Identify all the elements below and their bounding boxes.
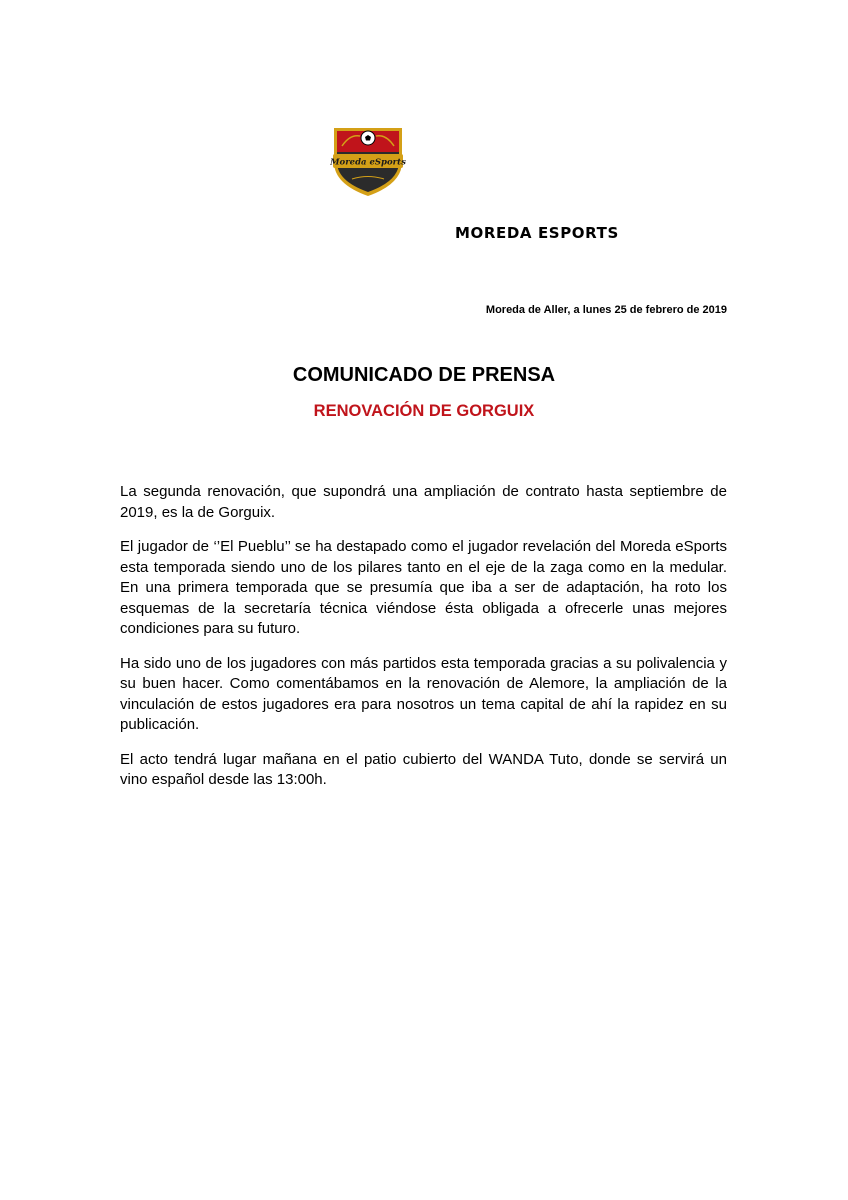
place-and-date: Moreda de Aller, a lunes 25 de febrero de 2019 (485, 304, 727, 316)
soccer-ball-icon (361, 131, 375, 145)
body-paragraph: El jugador de ‘’El Pueblu’’ se ha destapado como el jugador revelación del Moreda eSports esta temporada siendo uno de los pilares tanto en el eje de la zaga como en la medular. En una primera temporada que se presumía que iba a ser de adaptación, ha roto los esquemas de la secretaría técnica viéndose ésta obligada a ofrecerle unas mejores condiciones para su futuro. (120, 538, 727, 637)
body-paragraph: Ha sido uno de los jugadores con más partidos esta temporada gracias a su polivalencia y su buen hacer. Como comentábamos en la renovación de Alemore, la ampliación de la vinculación de estos jugadores era para nosotros un tema capital de ahí la rapidez en su publicación. (120, 654, 727, 733)
svg-text:Moreda eSports: Moreda eSports (330, 157, 406, 168)
press-release-title: COMUNICADO DE PRENSA (292, 364, 556, 386)
body-paragraph: La segunda renovación, que supondrá una ampliación de contrato hasta septiembre de 2019, es la de Gorguix. (120, 483, 727, 521)
organization-name: MOREDA ESPORTS (455, 224, 619, 242)
body-paragraph: El acto tendrá lugar mañana en el patio cubierto del WANDA Tuto, donde se servirá un vino español desde las 13:00h. (120, 750, 727, 788)
release-body (120, 482, 727, 805)
club-logo (330, 124, 406, 198)
press-release-subtitle: RENOVACIÓN DE GORGUIX (313, 402, 535, 420)
